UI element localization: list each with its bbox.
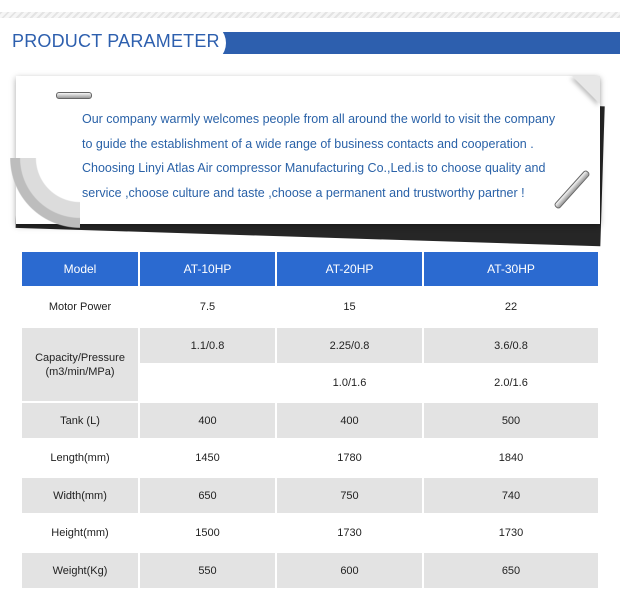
row-label: Weight(Kg) xyxy=(21,552,139,589)
header-tab xyxy=(0,22,226,64)
table-cell: 2.0/1.6 xyxy=(423,364,599,402)
table-cell: 400 xyxy=(276,402,423,439)
table-cell: 7.5 xyxy=(139,287,276,327)
pin-icon xyxy=(56,92,92,99)
table-cell: 1500 xyxy=(139,514,276,552)
page-curl xyxy=(572,76,600,104)
intro-line: service ,choose culture and taste ,choose a permanent and trustworthy partner ! xyxy=(82,185,525,200)
row-label xyxy=(21,327,139,402)
table-cell: 500 xyxy=(423,402,599,439)
table-cell: 1840 xyxy=(423,439,599,477)
table-cell: 1730 xyxy=(276,514,423,552)
intro-line: Choosing Linyi Atlas Air compressor Manufacturing Co.,Led.is to choose quality and xyxy=(82,161,546,175)
intro-line: to guide the establishment of a wide range of business contacts and cooperation . xyxy=(82,136,534,151)
table-cell: 650 xyxy=(139,477,276,514)
table-cell: 22 xyxy=(423,287,599,327)
row-label: Length(mm) xyxy=(21,439,139,477)
table-cell: 650 xyxy=(423,552,599,589)
table-cell: 750 xyxy=(276,477,423,514)
intro-line: Our company warmly welcomes people from all around the world to visit the company xyxy=(82,112,556,126)
table-row xyxy=(21,514,599,552)
row-label: Width(mm) xyxy=(21,477,139,514)
table-header-row xyxy=(21,251,599,287)
table-row xyxy=(21,477,599,514)
row-label-line: Capacity/Pressure xyxy=(35,351,125,364)
page-title: PRODUCT PARAMETER xyxy=(12,31,220,51)
table-cell: 600 xyxy=(276,552,423,589)
table-cell: 2.25/0.8 xyxy=(276,327,423,364)
column-header: AT-30HP xyxy=(423,251,599,287)
intro-text xyxy=(82,107,582,205)
table-row xyxy=(21,402,599,439)
table-row xyxy=(21,287,599,327)
table-cell: 3.6/0.8 xyxy=(423,327,599,364)
table-cell: 740 xyxy=(423,477,599,514)
table-cell: 550 xyxy=(139,552,276,589)
table-cell: 1780 xyxy=(276,439,423,477)
intro-note xyxy=(16,76,600,224)
row-label: Tank (L) xyxy=(21,402,139,439)
row-label: Height(mm) xyxy=(21,514,139,552)
parameter-table xyxy=(20,250,600,590)
table-row xyxy=(21,327,599,364)
table-cell: 1450 xyxy=(139,439,276,477)
column-header: Model xyxy=(21,251,139,287)
table-cell: 1.0/1.6 xyxy=(276,364,423,402)
section-header xyxy=(0,22,620,64)
header-stripe xyxy=(0,12,620,18)
column-header: AT-10HP xyxy=(139,251,276,287)
row-label-line: (m3/min/MPa) xyxy=(45,365,115,378)
page-curl xyxy=(10,158,80,228)
table-cell: 1.1/0.8 xyxy=(139,327,276,364)
table-row xyxy=(21,552,599,589)
row-label: Motor Power xyxy=(21,287,139,327)
table-row xyxy=(21,439,599,477)
table-cell xyxy=(139,364,276,402)
column-header: AT-20HP xyxy=(276,251,423,287)
table-cell: 1730 xyxy=(423,514,599,552)
table-cell: 400 xyxy=(139,402,276,439)
table-cell: 15 xyxy=(276,287,423,327)
